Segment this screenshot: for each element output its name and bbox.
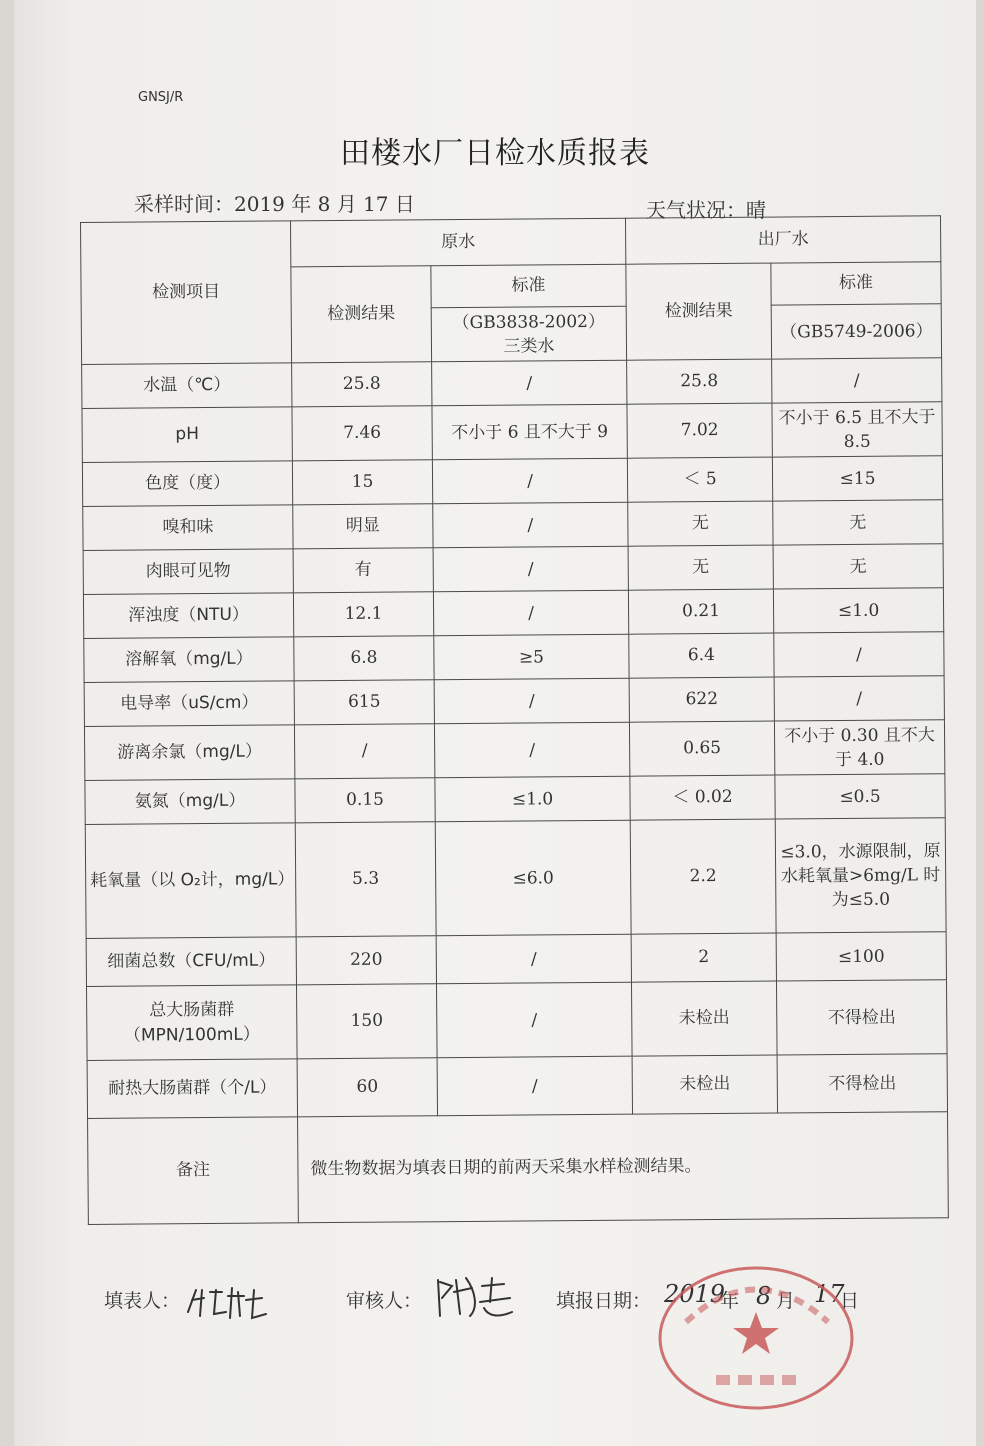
- table-row: [83, 500, 943, 551]
- raw-standard: /: [432, 360, 627, 406]
- out-result: 7.02: [627, 403, 772, 458]
- table-row: [87, 1054, 947, 1119]
- official-seal-icon: [656, 1262, 856, 1412]
- row-item: 电导率（uS/cm）: [84, 681, 294, 727]
- date-month: 8: [756, 1282, 772, 1310]
- raw-result: /: [294, 724, 434, 779]
- table-row: [86, 932, 946, 987]
- raw-standard: /: [436, 982, 632, 1058]
- out-standard: 不得检出: [776, 980, 947, 1055]
- remark-text: 微生物数据为填表日期的前两天采集水样检测结果。: [298, 1112, 949, 1223]
- header-output-water: 出厂水: [625, 216, 940, 264]
- raw-result: 60: [297, 1058, 437, 1117]
- out-result: ＜ 0.02: [630, 775, 775, 820]
- raw-standard: /: [436, 934, 631, 984]
- out-result: 25.8: [627, 359, 772, 404]
- out-standard: 不小于 0.30 且不大于 4.0: [774, 720, 944, 775]
- raw-result: 明显: [293, 504, 433, 549]
- out-result: 622: [629, 677, 774, 722]
- table-row: [82, 456, 942, 507]
- month-unit: 月: [776, 1290, 796, 1312]
- out-result: 2: [631, 933, 776, 982]
- report-paper: [14, 0, 976, 1446]
- raw-standard: ≤6.0: [435, 820, 631, 936]
- table-row: [85, 774, 945, 825]
- out-result: 未检出: [631, 981, 777, 1056]
- out-result: ＜ 5: [627, 457, 772, 502]
- raw-result: 615: [294, 680, 434, 725]
- row-item: 肉眼可见物: [83, 549, 293, 595]
- out-standard: ≤100: [776, 932, 946, 981]
- table-row: [83, 544, 943, 595]
- row-item: 氨氮（mg/L）: [85, 779, 295, 825]
- out-result: 无: [628, 545, 773, 590]
- out-standard: ≤3.0，水源限制，原水耗氧量>6mg/L 时为≤5.0: [775, 818, 946, 933]
- water-quality-table: [80, 215, 949, 1225]
- table-row: [83, 588, 943, 639]
- row-item: 总大肠菌群（MPN/100mL）: [87, 985, 298, 1061]
- raw-result: 有: [293, 548, 433, 593]
- header-raw-result: 检测结果: [291, 266, 432, 363]
- raw-result: 150: [296, 984, 437, 1059]
- date-label: 填报日期：: [556, 1290, 652, 1312]
- row-item: 溶解氧（mg/L）: [84, 637, 294, 683]
- raw-result: 12.1: [293, 592, 433, 637]
- out-standard: 无: [773, 544, 943, 589]
- table-row: [84, 676, 944, 727]
- row-item: 游离余氯（mg/L）: [84, 725, 294, 781]
- header-item: 检测项目: [81, 221, 292, 365]
- header-out-standard-ref: （GB5749-2006）: [771, 304, 941, 359]
- out-standard: /: [774, 676, 944, 721]
- header-out-result: 检测结果: [626, 263, 772, 360]
- table-row: [87, 980, 948, 1061]
- sampling-time: 采样时间：2019 年 8 月 17 日: [134, 192, 415, 216]
- filler-label: 填表人：: [104, 1290, 181, 1312]
- raw-result: 0.15: [295, 778, 435, 823]
- document-code: GNSJ/R: [138, 90, 184, 105]
- raw-result: 220: [296, 936, 436, 985]
- out-result: 0.65: [629, 721, 774, 776]
- out-result: 0.21: [628, 589, 773, 634]
- raw-std-ref: （GB3838-2002）: [452, 311, 606, 333]
- reviewer-signature: [432, 1272, 522, 1322]
- header-raw-water: 原水: [290, 218, 625, 267]
- raw-standard: /: [434, 722, 629, 778]
- raw-standard: /: [432, 458, 627, 504]
- table-row: [85, 818, 946, 939]
- raw-standard: 不小于 6 且不大于 9: [432, 404, 627, 460]
- reviewer-label: 审核人：: [346, 1290, 423, 1312]
- out-result: 无: [628, 501, 773, 546]
- out-standard: ≤1.0: [773, 588, 943, 633]
- row-item: 耐热大肠菌群（个/L）: [87, 1059, 297, 1119]
- out-result: 未检出: [632, 1055, 777, 1114]
- row-item: pH: [82, 407, 292, 463]
- table-body: [82, 358, 948, 1119]
- header-out-standard: 标准: [771, 262, 941, 305]
- out-standard: 不小于 6.5 且不大于 8.5: [772, 402, 942, 457]
- row-item: 浑浊度（NTU）: [83, 593, 293, 639]
- row-item: 嗅和味: [83, 505, 293, 551]
- raw-standard: /: [433, 590, 628, 636]
- table-row: [82, 358, 942, 409]
- header-raw-standard-ref: [431, 306, 626, 362]
- row-item: 色度（度）: [82, 461, 292, 507]
- out-standard: /: [772, 358, 942, 403]
- out-standard: ≤15: [772, 456, 942, 501]
- raw-standard: /: [433, 502, 628, 548]
- out-standard: 无: [773, 500, 943, 545]
- date-year: 2019: [664, 1280, 726, 1308]
- row-item: 耗氧量（以 O₂计，mg/L）: [85, 823, 296, 939]
- table-row: [84, 720, 944, 781]
- raw-standard: ≤1.0: [435, 776, 630, 822]
- raw-result: 5.3: [295, 822, 436, 937]
- out-standard: /: [774, 632, 944, 677]
- filler-signature: [182, 1282, 272, 1322]
- out-standard: 不得检出: [777, 1054, 947, 1113]
- remark-label: 备注: [88, 1117, 299, 1225]
- raw-standard: /: [434, 678, 629, 724]
- page-title: 田楼水厂日检水质报表: [340, 136, 650, 171]
- raw-result: 6.8: [294, 636, 434, 681]
- row-item: 细菌总数（CFU/mL）: [86, 937, 296, 987]
- day-unit: 日: [840, 1290, 860, 1312]
- out-standard: ≤0.5: [775, 774, 945, 819]
- raw-standard: /: [437, 1056, 632, 1116]
- raw-standard: /: [433, 546, 628, 592]
- weather: 天气状况：晴: [646, 198, 766, 222]
- header-raw-standard: 标准: [431, 264, 626, 308]
- raw-std-class: 三类水: [503, 335, 555, 357]
- row-item: 水温（℃）: [82, 363, 292, 409]
- raw-standard: ≥5: [434, 634, 629, 680]
- out-result: 6.4: [629, 633, 774, 678]
- raw-result: 25.8: [292, 362, 432, 407]
- raw-result: 15: [292, 460, 432, 505]
- table-row: [84, 632, 944, 683]
- table-row: [82, 402, 942, 463]
- year-unit: 年: [720, 1290, 740, 1312]
- raw-result: 7.46: [292, 406, 432, 461]
- date-day: 17: [814, 1280, 845, 1308]
- out-result: 2.2: [630, 819, 776, 934]
